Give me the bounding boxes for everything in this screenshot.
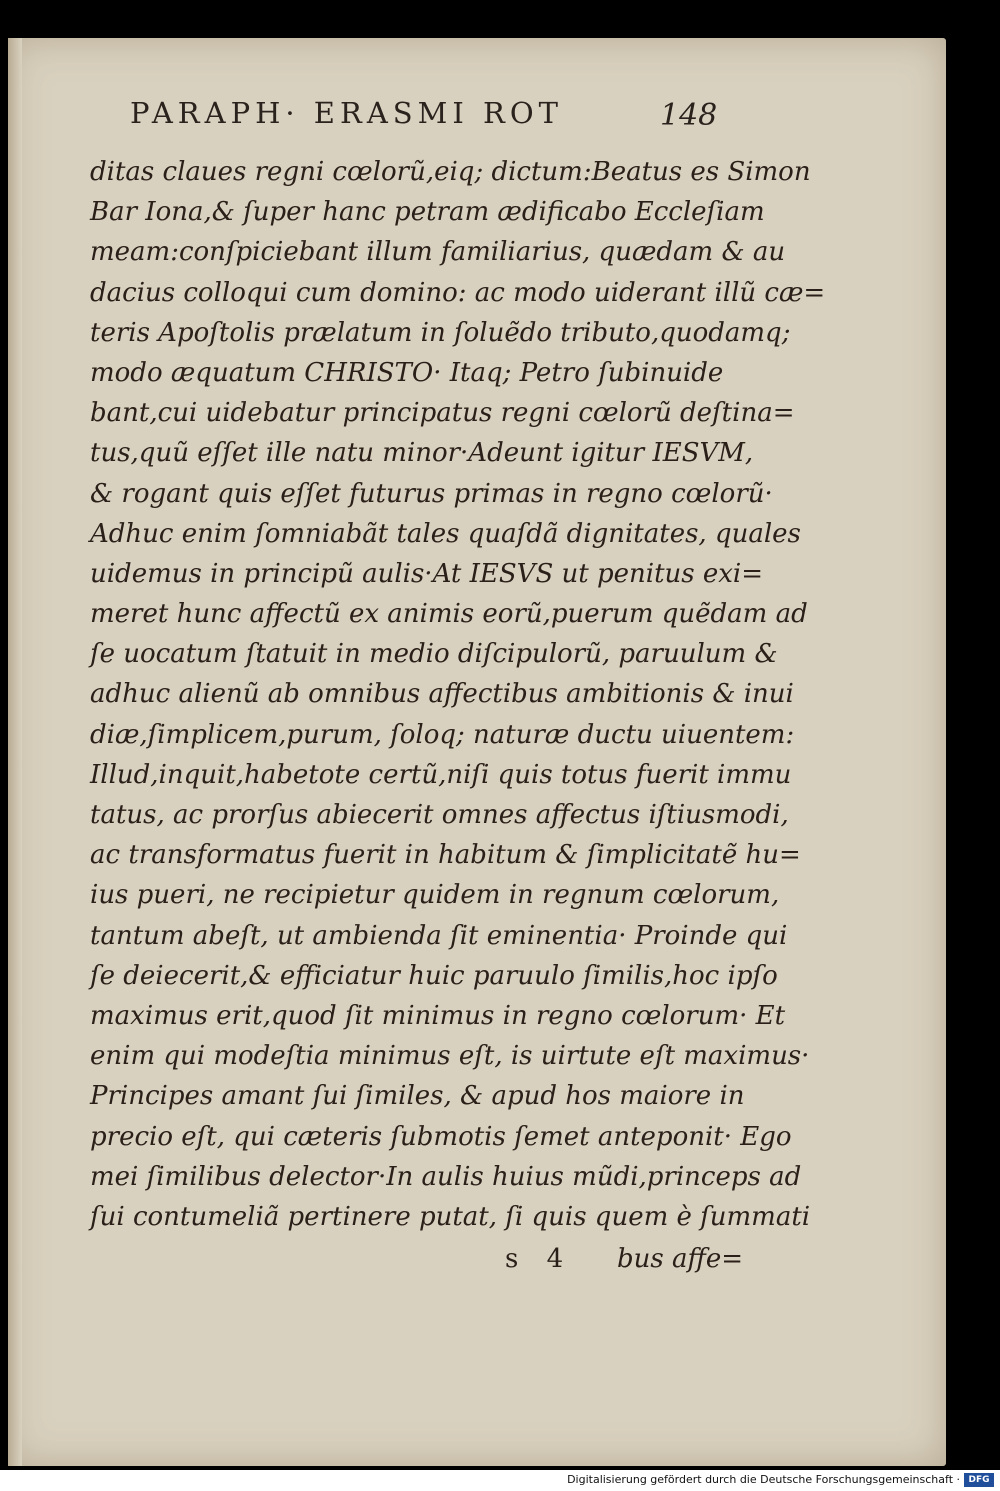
text-line: Bar Iona,& ſuper hanc petram ædificabo Eccleſiam [90, 197, 765, 228]
text-line: ius pueri, ne recipietur quidem in regnum cœlorum, [90, 880, 780, 911]
text-line: bant,cui uidebatur principatus regni cœlorũ deſtina= [90, 398, 795, 429]
text-line: maximus erit,quod ſit minimus in regno cœlorum· Et [90, 1000, 786, 1031]
footer-bar [0, 1470, 1000, 1491]
text-line: diæ,ſimplicem,purum, ſoloq; naturæ ductu uiuentem: [90, 719, 795, 750]
text-line: tus,quũ eſſet ille natu minor·Adeunt igitur IESVM, [90, 438, 754, 469]
text-line: teris Apoſtolis prælatum in ſoluẽdo tributo,quodamq; [90, 317, 791, 348]
text-block [90, 152, 826, 1237]
text-line: ſe deiecerit,& efficiatur huic paruulo ſimilis,hoc ipſo [90, 960, 778, 991]
signature-mark: s 4 [505, 1244, 574, 1274]
text-line: modo æquatum CHRISTO· Itaq; Petro ſubinuide [90, 357, 724, 388]
text-line: precio eſt, qui cæteris ſubmotis ſemet anteponit· Ego [90, 1121, 792, 1152]
running-head: PARAPH· ERASMI ROT [130, 96, 563, 130]
text-line: ſui contumeliã pertinere putat, ſi quis quem è ſummati [90, 1201, 811, 1232]
text-line: uidemus in principũ aulis·At IESVS ut penitus exi= [90, 558, 764, 589]
text-line: meret hunc affectũ ex animis eorũ,puerum quẽdam ad [90, 599, 808, 630]
text-line: Adhuc enim ſomniabãt tales quaſdã dignitates, quales [90, 518, 801, 549]
text-line: Principes amant ſui ſimiles, & apud hos maiore in [90, 1081, 745, 1112]
text-line: mei ſimilibus delector·In aulis huius mũdi,princeps ad [90, 1161, 802, 1192]
dfg-logo[interactable]: DFG [964, 1473, 994, 1487]
text-line: tantum abeſt, ut ambienda ſit eminentia· Proinde qui [90, 920, 788, 951]
text-line: & rogant quis eſſet futurus primas in regno cœlorũ· [90, 478, 773, 509]
text-line: enim qui modeſtia minimus eſt, is uirtute eſt maximus· [90, 1041, 810, 1072]
text-line: ac transformatus fuerit in habitum & ſimplicitatẽ hu= [90, 840, 801, 871]
funding-notice: Digitalisierung gefördert durch die Deutsche Forschungsgemeinschaft · [567, 1473, 960, 1486]
text-line: adhuc alienũ ab omnibus affectibus ambitionis & inui [90, 679, 794, 710]
catchword: bus affe= [617, 1244, 744, 1274]
page-gutter-edge [8, 38, 22, 1466]
text-line: Illud,inquit,habetote certũ,niſi quis totus fuerit immu [90, 759, 792, 790]
text-line: tatus, ac prorſus abiecerit omnes affectus iſtiusmodi, [90, 800, 789, 830]
text-line: meam:conſpiciebant illum familiarius, quædam & au [90, 237, 786, 268]
text-line: ditas claues regni cœlorũ,eiq; dictum:Beatus es Simon [90, 157, 811, 187]
text-line: ſe uocatum ſtatuit in medio diſcipulorũ, paruulum & [90, 639, 778, 670]
page-number: 148 [660, 98, 718, 133]
text-line: dacius colloqui cum domino: ac modo uiderant illũ cæ= [90, 277, 826, 308]
